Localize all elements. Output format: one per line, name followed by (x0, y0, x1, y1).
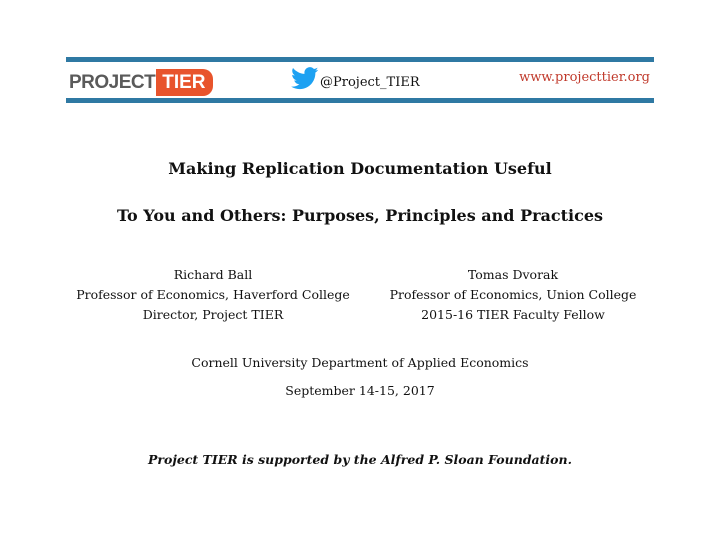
title-line-1: Making Replication Documentation Useful (168, 159, 552, 178)
logo-word-project: PROJECT (69, 72, 156, 93)
author-block-dvorak (363, 265, 663, 325)
author-affiliation: Professor of Economics, Union College (389, 287, 637, 302)
author-role: 2015-16 TIER Faculty Fellow (421, 307, 605, 322)
twitter-handle-text: @Project_TIER (320, 75, 420, 90)
sponsor-note: Project TIER is supported by the Alfred P. Sloan Foundation. (148, 452, 572, 467)
author-role: Director, Project TIER (142, 307, 284, 322)
banner-top-rule (66, 57, 654, 62)
date-text: September 14-15, 2017 (285, 383, 435, 398)
author-name: Tomas Dvorak (467, 267, 559, 282)
twitter-bird-icon (291, 67, 319, 90)
author-affiliation: Professor of Economics, Haverford College (76, 287, 350, 302)
website-link[interactable]: www.projecttier.org (519, 70, 650, 85)
author-name: Richard Ball (173, 267, 253, 282)
header-banner (66, 57, 654, 103)
project-tier-logo (69, 69, 213, 96)
title-line-2: To You and Others: Purposes, Principles and Practices (116, 206, 604, 225)
venue-text: Cornell University Department of Applied Economics (191, 355, 529, 370)
twitter-handle-group (291, 67, 420, 90)
logo-word-tier: TIER (156, 69, 212, 96)
banner-bottom-rule (66, 98, 654, 103)
author-block-ball (63, 265, 363, 325)
